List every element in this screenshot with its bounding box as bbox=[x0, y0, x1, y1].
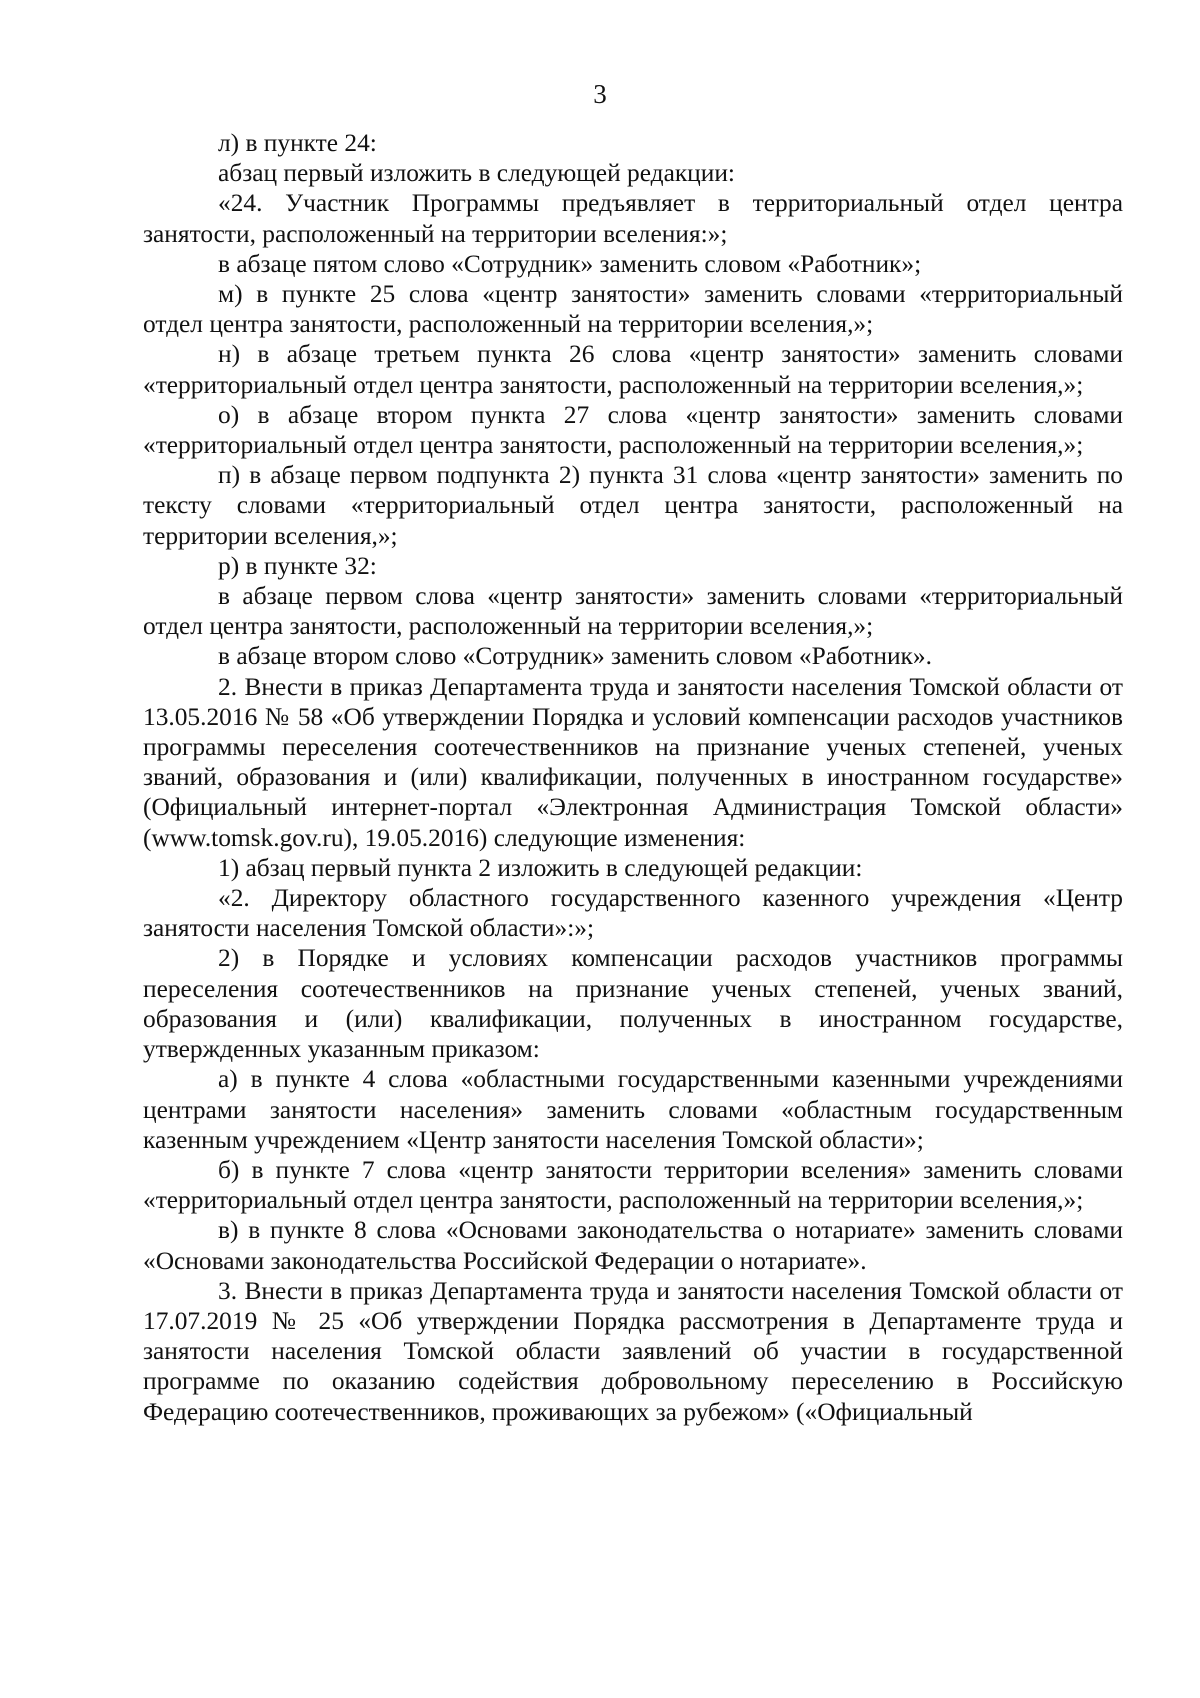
paragraph: п) в абзаце первом подпункта 2) пункта 31 слова «центр занятости» заменить по тексту словами «территориальный отдел центра занятости, расположенный на территории вселения,»; bbox=[143, 461, 1123, 550]
paragraph: 1) абзац первый пункта 2 изложить в следующей редакции: bbox=[218, 853, 863, 882]
paragraph: в абзаце пятом слово «Сотрудник» заменить словом «Работник»; bbox=[218, 249, 922, 278]
paragraph: о) в абзаце втором пункта 27 слова «центр занятости» заменить словами «территориальный отдел центра занятости, расположенный на территории вселения,»; bbox=[143, 400, 1123, 460]
paragraph: 2) в Порядке и условиях компенсации расходов участников программы переселения соотечественников на признание ученых степеней, ученых званий, образования и (или) квалификации, полученных в иностранном государстве, утвержденных указанным приказом: bbox=[143, 944, 1123, 1064]
paragraph: н) в абзаце третьем пункта 26 слова «центр занятости» заменить словами «территориальный отдел центра занятости, расположенный на территории вселения,»; bbox=[143, 340, 1123, 399]
paragraph: л) в пункте 24: bbox=[218, 129, 377, 157]
paragraph: в абзаце первом слова «центр занятости» заменить словами «территориальный отдел центра занятости, расположенный на территории вселения,»; bbox=[143, 582, 1123, 641]
document-body bbox=[143, 128, 1123, 1427]
paragraph: 3. Внести в приказ Департамента труда и занятости населения Томской области от 17.07.2019 № 25 «Об утверждении Порядка рассмотрения в Департаменте труда и занятости населения Томской области заявлений об участии в государственной программе по оказанию содействия добровольному переселению в Российскую Федерацию соотечественников, проживающих за рубежом» («Официальный bbox=[143, 1276, 1123, 1426]
paragraph: в) в пункте 8 слова «Основами законодательства о нотариате» заменить словами «Основами законодательства Российской Федерации о нотариате». bbox=[143, 1216, 1123, 1275]
paragraph: абзац первый изложить в следующей редакции: bbox=[218, 159, 735, 188]
paragraph: «2. Директору областного государственного казенного учреждения «Центр занятости населения Томской области»:»; bbox=[143, 884, 1123, 943]
paragraph: «24. Участник Программы предъявляет в территориальный отдел центра занятости, расположенный на территории вселения:»; bbox=[143, 189, 1123, 248]
paragraph: м) в пункте 25 слова «центр занятости» заменить словами «территориальный отдел центра занятости, расположенный на территории вселения,»; bbox=[143, 280, 1123, 339]
paragraph: б) в пункте 7 слова «центр занятости территории вселения» заменить словами «территориальный отдел центра занятости, расположенный на территории вселения,»; bbox=[143, 1155, 1123, 1215]
paragraph: в абзаце втором слово «Сотрудник» заменить словом «Работник». bbox=[218, 642, 932, 671]
paragraph: а) в пункте 4 слова «областными государственными казенными учреждениями центрами занятости населения» заменить словами «областным государственным казенным учреждением «Центр занятости населения Томской области»; bbox=[143, 1065, 1123, 1154]
page-number: 3 bbox=[593, 79, 607, 109]
paragraph: 2. Внести в приказ Департамента труда и занятости населения Томской области от 13.05.2016 № 58 «Об утверждении Порядка и условий компенсации расходов участников программы переселения соотечественников на признание ученых степеней, ученых званий, образования и (или) квалификации, полученных в иностранном государстве» (Официальный интернет-портал «Электронная Администрация Томской области» (www.tomsk.gov.ru), 19.05.2016) следующие изменения: bbox=[143, 672, 1123, 852]
paragraph: р) в пункте 32: bbox=[218, 551, 377, 580]
